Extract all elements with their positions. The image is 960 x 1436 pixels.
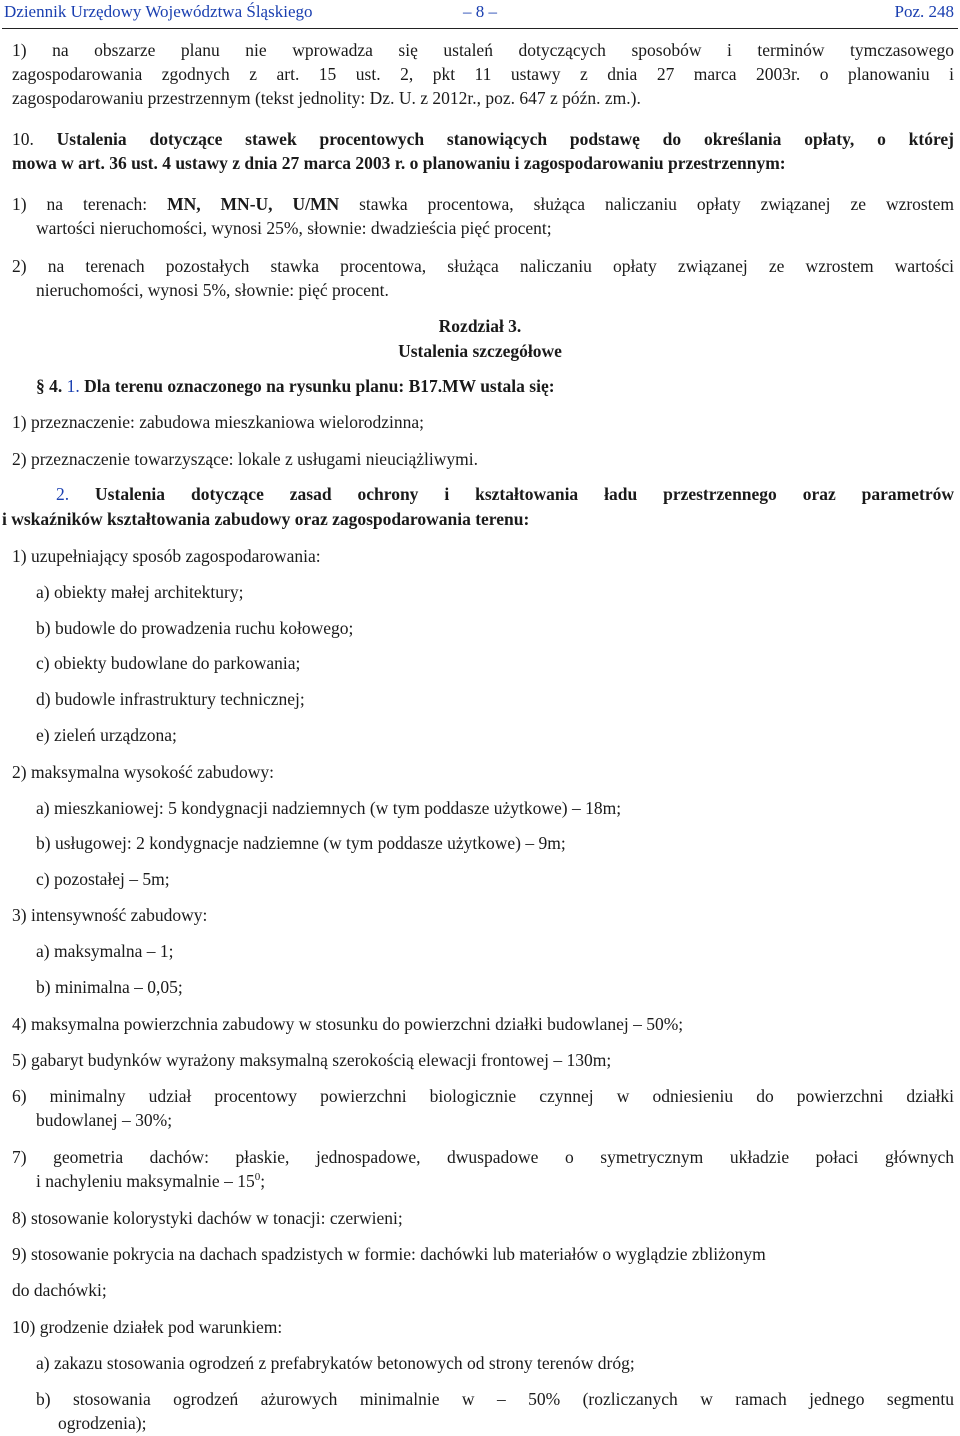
zone-symbols: MN, MN-U, U/MN (167, 194, 340, 214)
section-10-heading (12, 127, 954, 151)
list-item: 5) gabaryt budynków wyrażony maksymalną szerokością elewacji frontowej – 130m; (12, 1050, 612, 1070)
position-number: Poz. 248 (894, 2, 954, 21)
paragraph-line: zagospodarowania zgodnych z art. 15 ust. 2, pkt 11 ustawy z dnia 27 marca 2003r. o planowaniu i (12, 64, 954, 84)
section-number: 10. (12, 129, 34, 149)
list-item: 1) przeznaczenie: zabudowa mieszkaniowa wielorodzinna; (12, 412, 425, 432)
list-item-cont (36, 1169, 265, 1193)
list-subitem: e) zieleń urządzona; (36, 725, 177, 745)
rate-item-2: 2) na terenach pozostałych stawka procentowa, służąca naliczaniu opłaty związanej ze wzrostem wartości (12, 256, 954, 276)
list-item: 8) stosowanie kolorystyki dachów w tonacji: czerwieni; (12, 1208, 403, 1228)
list-item-cont: do dachówki; (12, 1280, 107, 1300)
list-item: 4) maksymalna powierzchnia zabudowy w stosunku do powierzchni działki budowlanej – 50%; (12, 1014, 684, 1034)
list-subitem: a) mieszkaniowej: 5 kondygnacji nadziemnych (w tym poddasze użytkowe) – 18m; (36, 798, 622, 818)
list-item: 3) intensywność zabudowy: (12, 905, 208, 925)
list-item: 1) uzupełniający sposób zagospodarowania: (12, 546, 321, 566)
chapter-title: Ustalenia szczegółowe (398, 341, 562, 361)
subsection-number: 1. (66, 376, 80, 396)
list-item: 2) maksymalna wysokość zabudowy: (12, 762, 274, 782)
paragraph-line: 1) na obszarze planu nie wprowadza się ustaleń dotyczących sposobów i terminów tymczasowego (12, 40, 954, 60)
subsection-title: Dla terenu oznaczonego na rysunku planu: B17.MW ustala się: (84, 376, 555, 396)
subsection-2-heading-cont (2, 507, 529, 531)
page-number: – 8 – (463, 2, 497, 21)
subsection-2-heading (56, 482, 954, 506)
list-subitem: b) stosowania ogrodzeń ażurowych minimalnie w – 50% (rozliczanych w ramach jednego segmentu (36, 1389, 954, 1409)
list-subitem: b) budowle do prowadzenia ruchu kołowego; (36, 618, 354, 638)
paragraph-symbol: § 4. (36, 376, 63, 396)
rate-item-1-cont: wartości nieruchomości, wynosi 25%, słownie: dwadzieścia pięć procent; (36, 218, 552, 238)
paragraph-4-heading (36, 374, 555, 398)
section-title-cont: o planowaniu i zagospodarowaniu przestrzennym: (405, 153, 786, 173)
list-subitem: c) obiekty budowlane do parkowania; (36, 653, 301, 673)
list-subitem: c) pozostałej – 5m; (36, 869, 170, 889)
list-subitem: d) budowle infrastruktury technicznej; (36, 689, 305, 709)
list-item: 2) przeznaczenie towarzyszące: lokale z usługami nieuciążliwymi. (12, 449, 478, 469)
subsection-title: Ustalenia dotyczące zasad ochrony i kształtowania ładu przestrzennego oraz parametrów (95, 484, 954, 504)
list-subitem: b) minimalna – 0,05; (36, 977, 183, 997)
list-item: 7) geometria dachów: płaskie, jednospadowe, dwuspadowe o symetrycznym układzie połaci głównych (12, 1147, 954, 1167)
list-item: 6) minimalny udział procentowy powierzchni biologicznie czynnej w odniesieniu do powierzchni działki (12, 1086, 954, 1106)
list-subitem: a) obiekty małej architektury; (36, 582, 244, 602)
list-item: 9) stosowanie pokrycia na dachach spadzistych w formie: dachówki lub materiałów o wyglądzie zbliżonym (12, 1244, 766, 1264)
list-subitem: b) usługowej: 2 kondygnacje nadziemne (w tym poddasze użytkowe) – 9m; (36, 833, 566, 853)
section-title-cont: mowa w art. 36 ust. 4 ustawy z dnia 27 marca 2003 r. (12, 153, 406, 173)
list-item-text: i nachyleniu maksymalnie – 15 (36, 1171, 255, 1191)
chapter-number: Rozdział 3. (438, 316, 522, 336)
subsection-title-cont: i wskaźników kształtowania zabudowy oraz zagospodarowania terenu: (2, 509, 530, 529)
list-item: 10) grodzenie działek pod warunkiem: (12, 1317, 283, 1337)
journal-title: Dziennik Urzędowy Województwa Śląskiego (4, 2, 313, 21)
rate-item-text: 1) na terenach: (12, 194, 168, 214)
section-title: Ustalenia dotyczące stawek procentowych stanowiących podstawę do określania opłaty, o której (56, 129, 954, 149)
list-subitem-cont: ogrodzenia); (58, 1413, 147, 1433)
subsection-number: 2. (56, 484, 70, 504)
degree-superscript: 0 (254, 1171, 261, 1183)
list-subitem: a) maksymalna – 1; (36, 941, 174, 961)
list-subitem: a) zakazu stosowania ogrodzeń z prefabrykatów betonowych od strony terenów dróg; (36, 1353, 635, 1373)
header-divider (2, 28, 958, 29)
paragraph-line: zagospodarowaniu przestrzennym (tekst jednolity: Dz. U. z 2012r., poz. 647 z późn. zm.). (12, 88, 641, 108)
section-10-heading-cont (12, 151, 786, 175)
rate-item-text: stawka procentowa, służąca naliczaniu opłaty związanej ze wzrostem (339, 194, 954, 214)
rate-item-2-cont: nieruchomości, wynosi 5%, słownie: pięć procent. (36, 280, 389, 300)
list-item-text: ; (260, 1171, 266, 1191)
list-item-cont: budowlanej – 30%; (36, 1110, 173, 1130)
page-header (0, 2, 960, 26)
rate-item-1 (12, 192, 954, 216)
